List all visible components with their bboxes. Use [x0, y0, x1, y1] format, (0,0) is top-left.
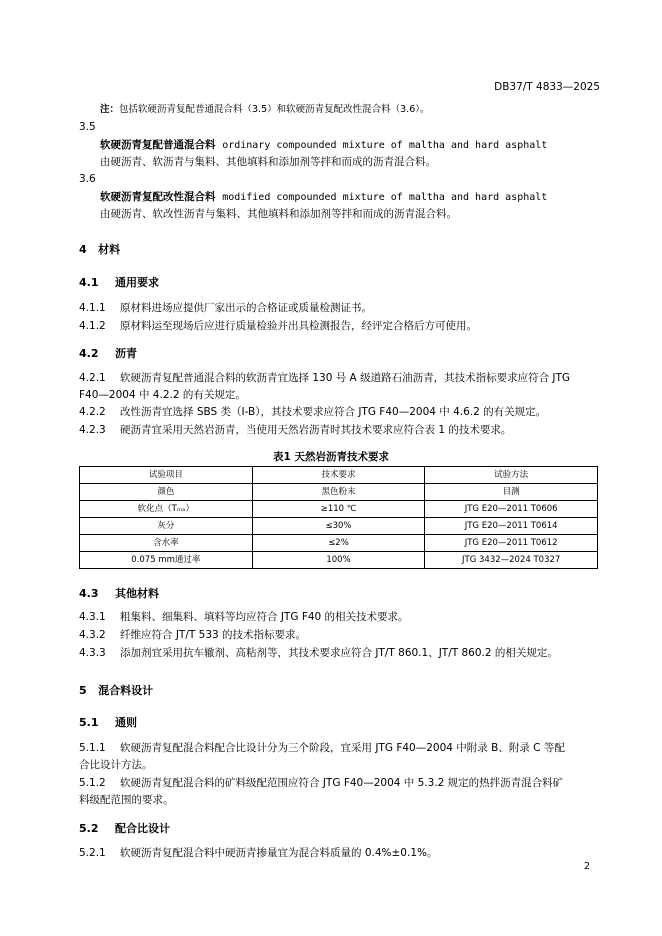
paragraph: 4.1.2 原材料运至现场后应进行质量检验并出具检测报告，经评定合格后方可使用。: [79, 320, 477, 332]
paragraph: 4.3.2 纤维应符合 JT/T 533 的技术指标要求。: [79, 629, 307, 641]
subsection-heading: 4.2 沥青: [79, 347, 137, 360]
subsection-heading: 4.1 通用要求: [79, 276, 159, 289]
header-requirement: 技术要求: [252, 467, 425, 484]
term-english: modified compounded mixture of maltha and hard asphalt: [222, 192, 548, 203]
term-heading: [100, 190, 547, 205]
paragraph: 5.1.2 软硬沥青复配混合料的矿料级配范围应符合 JTG F40—2004 中 5.3.2 规定的热拌沥青混合料矿: [79, 777, 564, 789]
paragraph: 4.3.1 粗集料、细集料、填料等均应符合 JTG F40 的相关技术要求。: [79, 611, 409, 623]
paragraph: 4.3.3 添加剂宜采用抗车辙剂、高粘剂等，其技术要求应符合 JT/T 860.1、JT/T 860.2 的相关规定。: [79, 647, 558, 659]
cell-method: JTG 3432—2024 T0327: [425, 552, 598, 569]
table-row: [80, 535, 598, 552]
paragraph-continuation: 合比设计方法。: [79, 759, 153, 771]
cell-item: 颜色: [80, 484, 253, 501]
term-name: 软硬沥青复配改性混合料: [100, 191, 216, 203]
paragraph: 4.2.2 改性沥青宜选择 SBS 类（I-B），其技术要求应符合 JTG F40—2004 中 4.6.2 的有关规定。: [79, 406, 547, 418]
paragraph: 5.2.1 软硬沥青复配混合料中硬沥青掺量宜为混合料质量的 0.4%±0.1%。: [79, 847, 438, 859]
document-code: DB37/T 4833—2025: [494, 81, 600, 93]
cell-requirement: ≥110 ℃: [252, 501, 425, 518]
paragraph: 4.1.1 原材料进场应提供厂家出示的合格证或质量检测证书。: [79, 302, 372, 314]
term-english: ordinary compounded mixture of maltha and hard asphalt: [222, 140, 548, 151]
table-row: [80, 501, 598, 518]
clause-number: 3.6: [79, 173, 96, 185]
cell-method: JTG E20—2011 T0614: [425, 518, 598, 535]
cell-method: JTG E20—2011 T0606: [425, 501, 598, 518]
header-test-method: 试验方法: [425, 467, 598, 484]
term-name: 软硬沥青复配普通混合料: [100, 139, 216, 151]
cell-requirement: ≤30%: [252, 518, 425, 535]
term-definition: 由硬沥青、软改性沥青与集料、其他填料和添加剂等拌和而成的沥青混合料。: [100, 208, 457, 220]
table-row: [80, 484, 598, 501]
note: [100, 101, 429, 115]
cell-item: 0.075 mm通过率: [80, 552, 253, 569]
paragraph: 5.1.1 软硬沥青复配混合料配合比设计分为三个阶段，宜采用 JTG F40—2004 中附录 B、附录 C 等配: [79, 742, 565, 754]
subsection-heading: 4.3 其他材料: [79, 587, 159, 600]
table-row: [80, 552, 598, 569]
table-header-row: [80, 467, 598, 484]
subsection-heading: 5.1 通则: [79, 716, 137, 729]
section-heading: 5 混合料设计: [79, 684, 154, 697]
note-label: 注：: [100, 104, 120, 115]
cell-requirement: ≤2%: [252, 535, 425, 552]
note-text: 包括软硬沥青复配普通混合料（3.5）和软硬沥青复配改性混合料（3.6）。: [119, 104, 430, 115]
asphalt-spec-table: [79, 466, 598, 569]
cell-item: 软化点（Tₘₐ）: [80, 501, 253, 518]
cell-method: 目测: [425, 484, 598, 501]
cell-requirement: 100%: [252, 552, 425, 569]
clause-number: 3.5: [79, 121, 96, 133]
subsection-heading: 5.2 配合比设计: [79, 822, 170, 835]
paragraph: 4.2.1 软硬沥青复配普通混合料的软沥青宜选择 130 号 A 级道路石油沥青，其技术指标要求应符合 JTG: [79, 372, 571, 384]
table-caption: 表1 天然岩沥青技术要求: [273, 451, 389, 463]
cell-item: 灰分: [80, 518, 253, 535]
cell-item: 含水率: [80, 535, 253, 552]
cell-requirement: 黑色粉末: [252, 484, 425, 501]
section-heading: 4 材料: [79, 243, 121, 256]
paragraph: 4.2.3 硬沥青宜采用天然岩沥青，当使用天然岩沥青时其技术要求应符合表 1 的技术要求。: [79, 424, 512, 436]
term-definition: 由硬沥青、软沥青与集料、其他填料和添加剂等拌和而成的沥青混合料。: [100, 156, 436, 168]
header-test-item: 试验项目: [80, 467, 253, 484]
page-number: 2: [583, 861, 590, 872]
paragraph-continuation: F40—2004 中 4.2.2 的有关规定。: [79, 389, 246, 401]
table-row: [80, 518, 598, 535]
cell-method: JTG E20—2011 T0612: [425, 535, 598, 552]
paragraph-continuation: 料级配范围的要求。: [79, 794, 174, 806]
term-heading: [100, 138, 547, 153]
